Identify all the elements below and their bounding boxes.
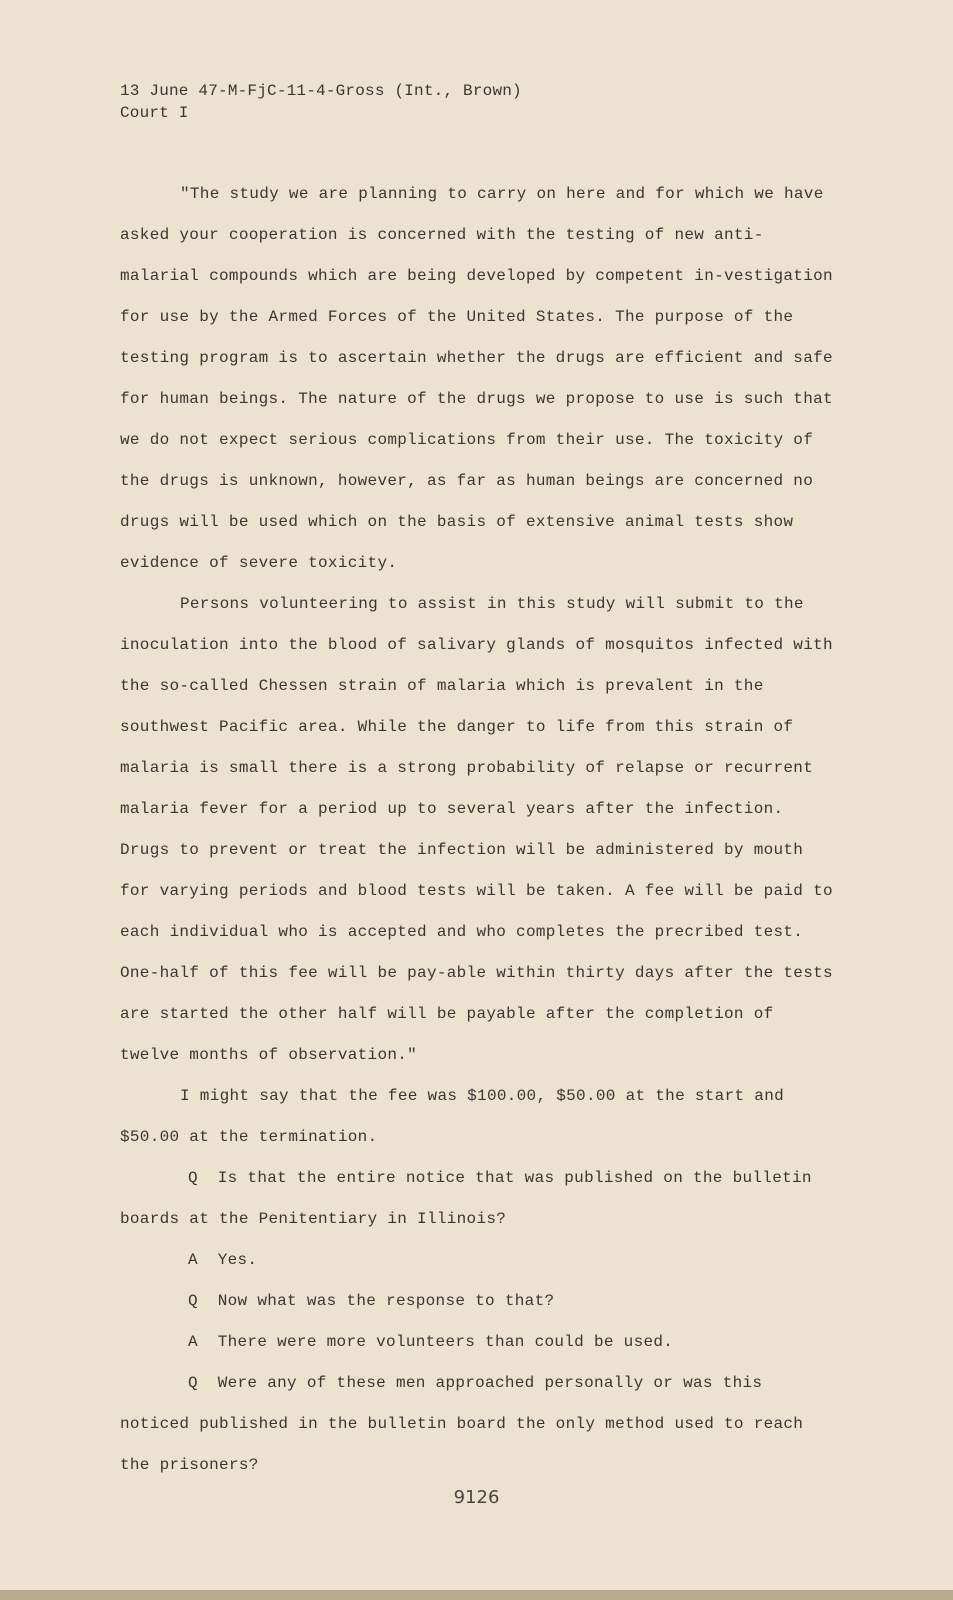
- qa-text: There were more volunteers than could be used.: [217, 1333, 674, 1351]
- paragraph-fee-remark: I might say that the fee was $100.00, $50.00 at the start and $50.00 at the termination.: [120, 1087, 784, 1146]
- qa-tag: A: [188, 1251, 198, 1269]
- qa-text: Were any of these men approached personally or was this noticed published in the bulletin board the only method used to reach the prisoners?: [120, 1374, 804, 1474]
- header-session-line: 13 June 47-M-FjC-11-4-Gross (Int., Brown): [120, 82, 522, 100]
- qa-tag: Q: [188, 1374, 198, 1392]
- document-header: [120, 80, 522, 124]
- header-court-line: Court I: [120, 104, 189, 122]
- qa-answer-2: [120, 1322, 840, 1363]
- qa-question-3: [120, 1363, 840, 1486]
- qa-tag: A: [188, 1333, 198, 1351]
- qa-text: Is that the entire notice that was published on the bulletin boards at the Penitentiary in Illinois?: [120, 1169, 812, 1228]
- paragraph-notice-part2: Persons volunteering to assist in this study will submit to the inoculation into the blood of salivary glands of mosquitos infected with the so-called Chessen strain of malaria which is prevalent in the southwest Pacific area. While the danger to life from this strain of malaria is small there is a strong probability of relapse or recurrent malaria fever for a period up to several years after the infection. Drugs to prevent or treat the infection will be administered by mouth for varying periods and blood tests will be taken. A fee will be paid to each individual who is accepted and who completes the precribed test. One-half of this fee will be pay-able within thirty days after the tests are started the other half will be payable after the completion of twelve months of observation.": [120, 595, 833, 1064]
- page-number: 9126: [453, 1487, 500, 1508]
- qa-text: Now what was the response to that?: [217, 1292, 555, 1310]
- qa-text: Yes.: [217, 1251, 258, 1269]
- qa-answer-1: [120, 1240, 840, 1281]
- qa-question-1: [120, 1158, 840, 1240]
- transcript-body: [120, 174, 840, 1486]
- paragraph-notice-part1: "The study we are planning to carry on here and for which we have asked your cooperation is concerned with the testing of new anti-malarial compounds which are being developed by competent in-vestigation for use by the Armed Forces of the United States. The purpose of the testing program is to ascertain whether the drugs are efficient and safe for human beings. The nature of the drugs we propose to use is such that we do not expect serious complications from their use. The toxicity of the drugs is unknown, however, as far as human beings are concerned no drugs will be used which on the basis of extensive animal tests show evidence of severe toxicity.: [120, 185, 833, 572]
- qa-question-2: [120, 1281, 840, 1322]
- qa-tag: Q: [188, 1292, 198, 1310]
- page-edge: [0, 1590, 953, 1600]
- qa-tag: Q: [188, 1169, 198, 1187]
